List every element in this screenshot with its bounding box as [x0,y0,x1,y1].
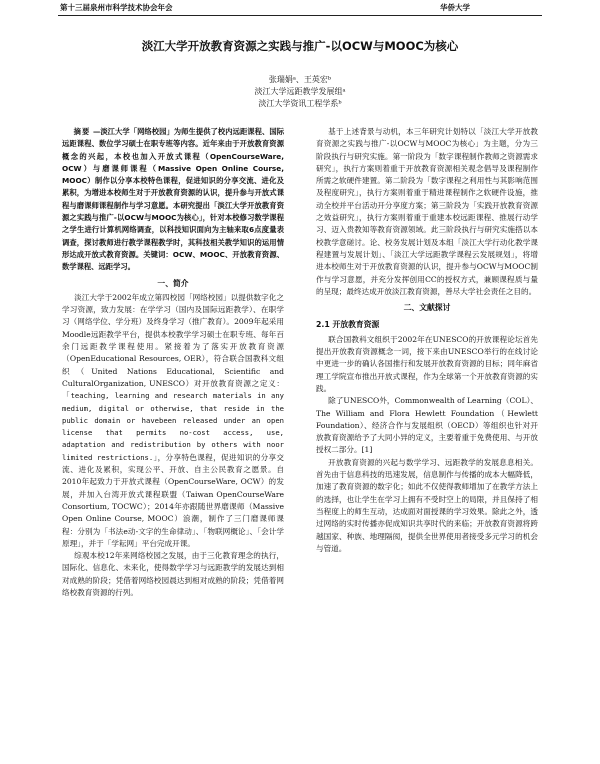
right-column [316,126,538,555]
keywords-label: 关键词 [143,249,166,259]
unesco-quote: teaching, learning and research materials in any medium, digital or otherwise, that reside in the public domain or havebeen released under an open license that permits no-cost access, use, adaptation and redistribution by others with noor limited restrictions. [62,391,285,462]
running-header-left: 第十三届泉州市科学技术协会年会 [60,3,173,12]
oer-paragraph-2: 除了UNESCO外，Commonwealth of Learning（COL）、The William and Flora Hewlett Foundation（Hewlett Foundation）、经济合作与发展组织（OECD）等组织也针对开放教育资源给予了大同小异的定义，主要着重于免费使用、与开放授权二部分。[1] [316,396,538,455]
oer-paragraph-3: 开放教育资源的兴起与数学学习、远距教学的发展息息相关。首先由于信息科技的迅速发展，信息制作与传播的成本大幅降低，加速了教育资源的数字化；如此不仅使得教师增加了在教学方法上的选择，也让学生在学习上拥有不受时空上的局限，并且保持了相当程度上的师生互动，达成面对面授课的学习效果。除此之外，透过网络的实时传播亦促成知识共享时代的来临；开放教育资源将跨越国家、种族、地理隔阂，提供全世界使用者接受多元学习的机会与管道。 [316,457,538,553]
paper-title: 淡江大学开放教育资源之实践与推广-以OCW与MOOC为核心 [141,39,459,53]
left-column [62,126,284,599]
intro-text-end: 」，分享特色课程，促进知识的分享交流、进化及累积，实现公平、开放、自主公民教育之愿景。自2010年起致力于开放式课程（OpenCourseWare, OCW）的发展，并加入台湾开放式课程联盟（Taiwan OpenCourseWare Consortium, TOCWC）；2014年亦跟随世界磨课师（Massive Open Online Course, MOOC）浪潮，制作了三门磨课师课程：分别为「书法e动-文字的生命律动」、「物联网概论」、「会计学原理」，并于「学耘网」平台完成开课。 [62,452,284,548]
section-heading-intro: 一、简介 [157,278,189,288]
section-heading-review: 二、文献探讨 [403,303,451,313]
abstract-text: —淡江大学「网络校园」为师生提供了校内远距课程、国际远距课程、数位学习硕士在职专班等内容。近年来由于开放教育资源概念的兴起，本校也加入开放式课程（OpenCourseWare, OCW）与磨课师课程（Massive Open Online Course, MOOC）制作以分享本校特色课程，促进知识的分享交流、进化及累积，为增进本校师生对于开放教育资源的认识，提升参与开放式课程与磨课师课程制作与学习意愿。本研究提出「淡江大学开放教育资源之实践与推广-以OCW与MOOC为核心」，针对本校修习数学课程之学生进行计算机网络调查，以科技知识面向为主轴来取6点度量表调查，探讨教师进行教学课程教学时，其科技相关教学知识的运用情形达成开放式教育资源。 [62,127,284,259]
author-names: 张瑞娟ᵃ、王英宏ᵇ [268,75,332,84]
oer-paragraph-1: 联合国教科文组织于2002年在UNESCO的开放课程论坛首先提出开放教育资源概念一词，接下来由UNESCO举行的在线讨论中更进一步的确认各国推行和发展开放教育资源的目标；同年麻省理工学院宣布推出开放式课程，作为全球第一个开放教育资源的实践。 [316,334,538,393]
affiliation-b: 淡江大学资讯工程学系ᵇ [258,99,342,108]
running-header-right: 华侨大学 [440,3,470,12]
abstract [62,126,284,274]
author-block [0,74,600,110]
subsection-heading-oer: 2.1 开放教育资源 [316,320,380,330]
keywords: ：OCW、MOOC、开放教育资源、数学课程、远距学习。 [62,249,285,272]
abstract-label: 摘要 [73,127,91,136]
affiliation-a: 淡江大学远距教学发展组ᵃ [254,87,346,96]
intro-text: 淡江大学于2002年成立第四校园「网络校园」以提供数字化之学习资源，致力发展：在学学习（国内及国际远距教学）、在职学习（网络学位、学分班）及终身学习（推广教育）。2009年起采用Moodle远距教学平台，提供本校教学学习硕士在职专班、每年百余门远距教学课程使用。紧接着为了落实开放教育资源（OpenEducational Resources, OER），符合联合国教科文组织（United Nations Educational, Scientific and CulturalOrganization, UNESCO）对开放教育资源之定义：「 [62,292,284,401]
motivation-paragraph: 基于上述背景与动机，本三年研究计划特以「淡江大学开放教育资源之实践与推广-以OCW与MOOC为核心」为主题，分为三阶段执行与研究实施。第一阶段为「数字课程制作教师之资源需求研究」，执行方案则着重于开放教育资源相关观念倡导及课程制作所需之软硬件建置。第二阶段为「数字课程之利用性与其影响范围及程度研究」，执行方案则着重于精进课程制作之软硬件设施，推动全校并平台活动开分享度方案；第三阶段为「实践开放教育资源之效益研究」，执行方案则着重于重建本校远距课程、推展行动学习、迈入贵教知等教育资源领域。此三阶段执行与研究实施搭以本校教学意磋讨。论、校务发展计划及本组「淡江大学行动化教学课程建置与发展计划」、「淡江大学远距教学课程云发展规划」，将增进本校师生对于开放教育资源的认识，提升参与OCW与MOOC制作与学习意愿，并充分发挥创用CC的授权方式，兼顾课程质与量的呈现；最终达成开放淡江教育资源，善尽大学社会责任之目的。 [316,127,538,296]
intro-paragraph-1 [62,292,284,550]
intro-paragraph-2: 综观本校12年来网络校园之发展，由于三化教育理念的执行，国际化、信息化、未来化，使得数学学习与远距教学的发展达到相对成熟的阶段；凭借着网络校园晨达到相对成熟的阶段；凭借着网络校教育资源的行列。 [62,551,284,597]
header-rule [58,15,542,16]
